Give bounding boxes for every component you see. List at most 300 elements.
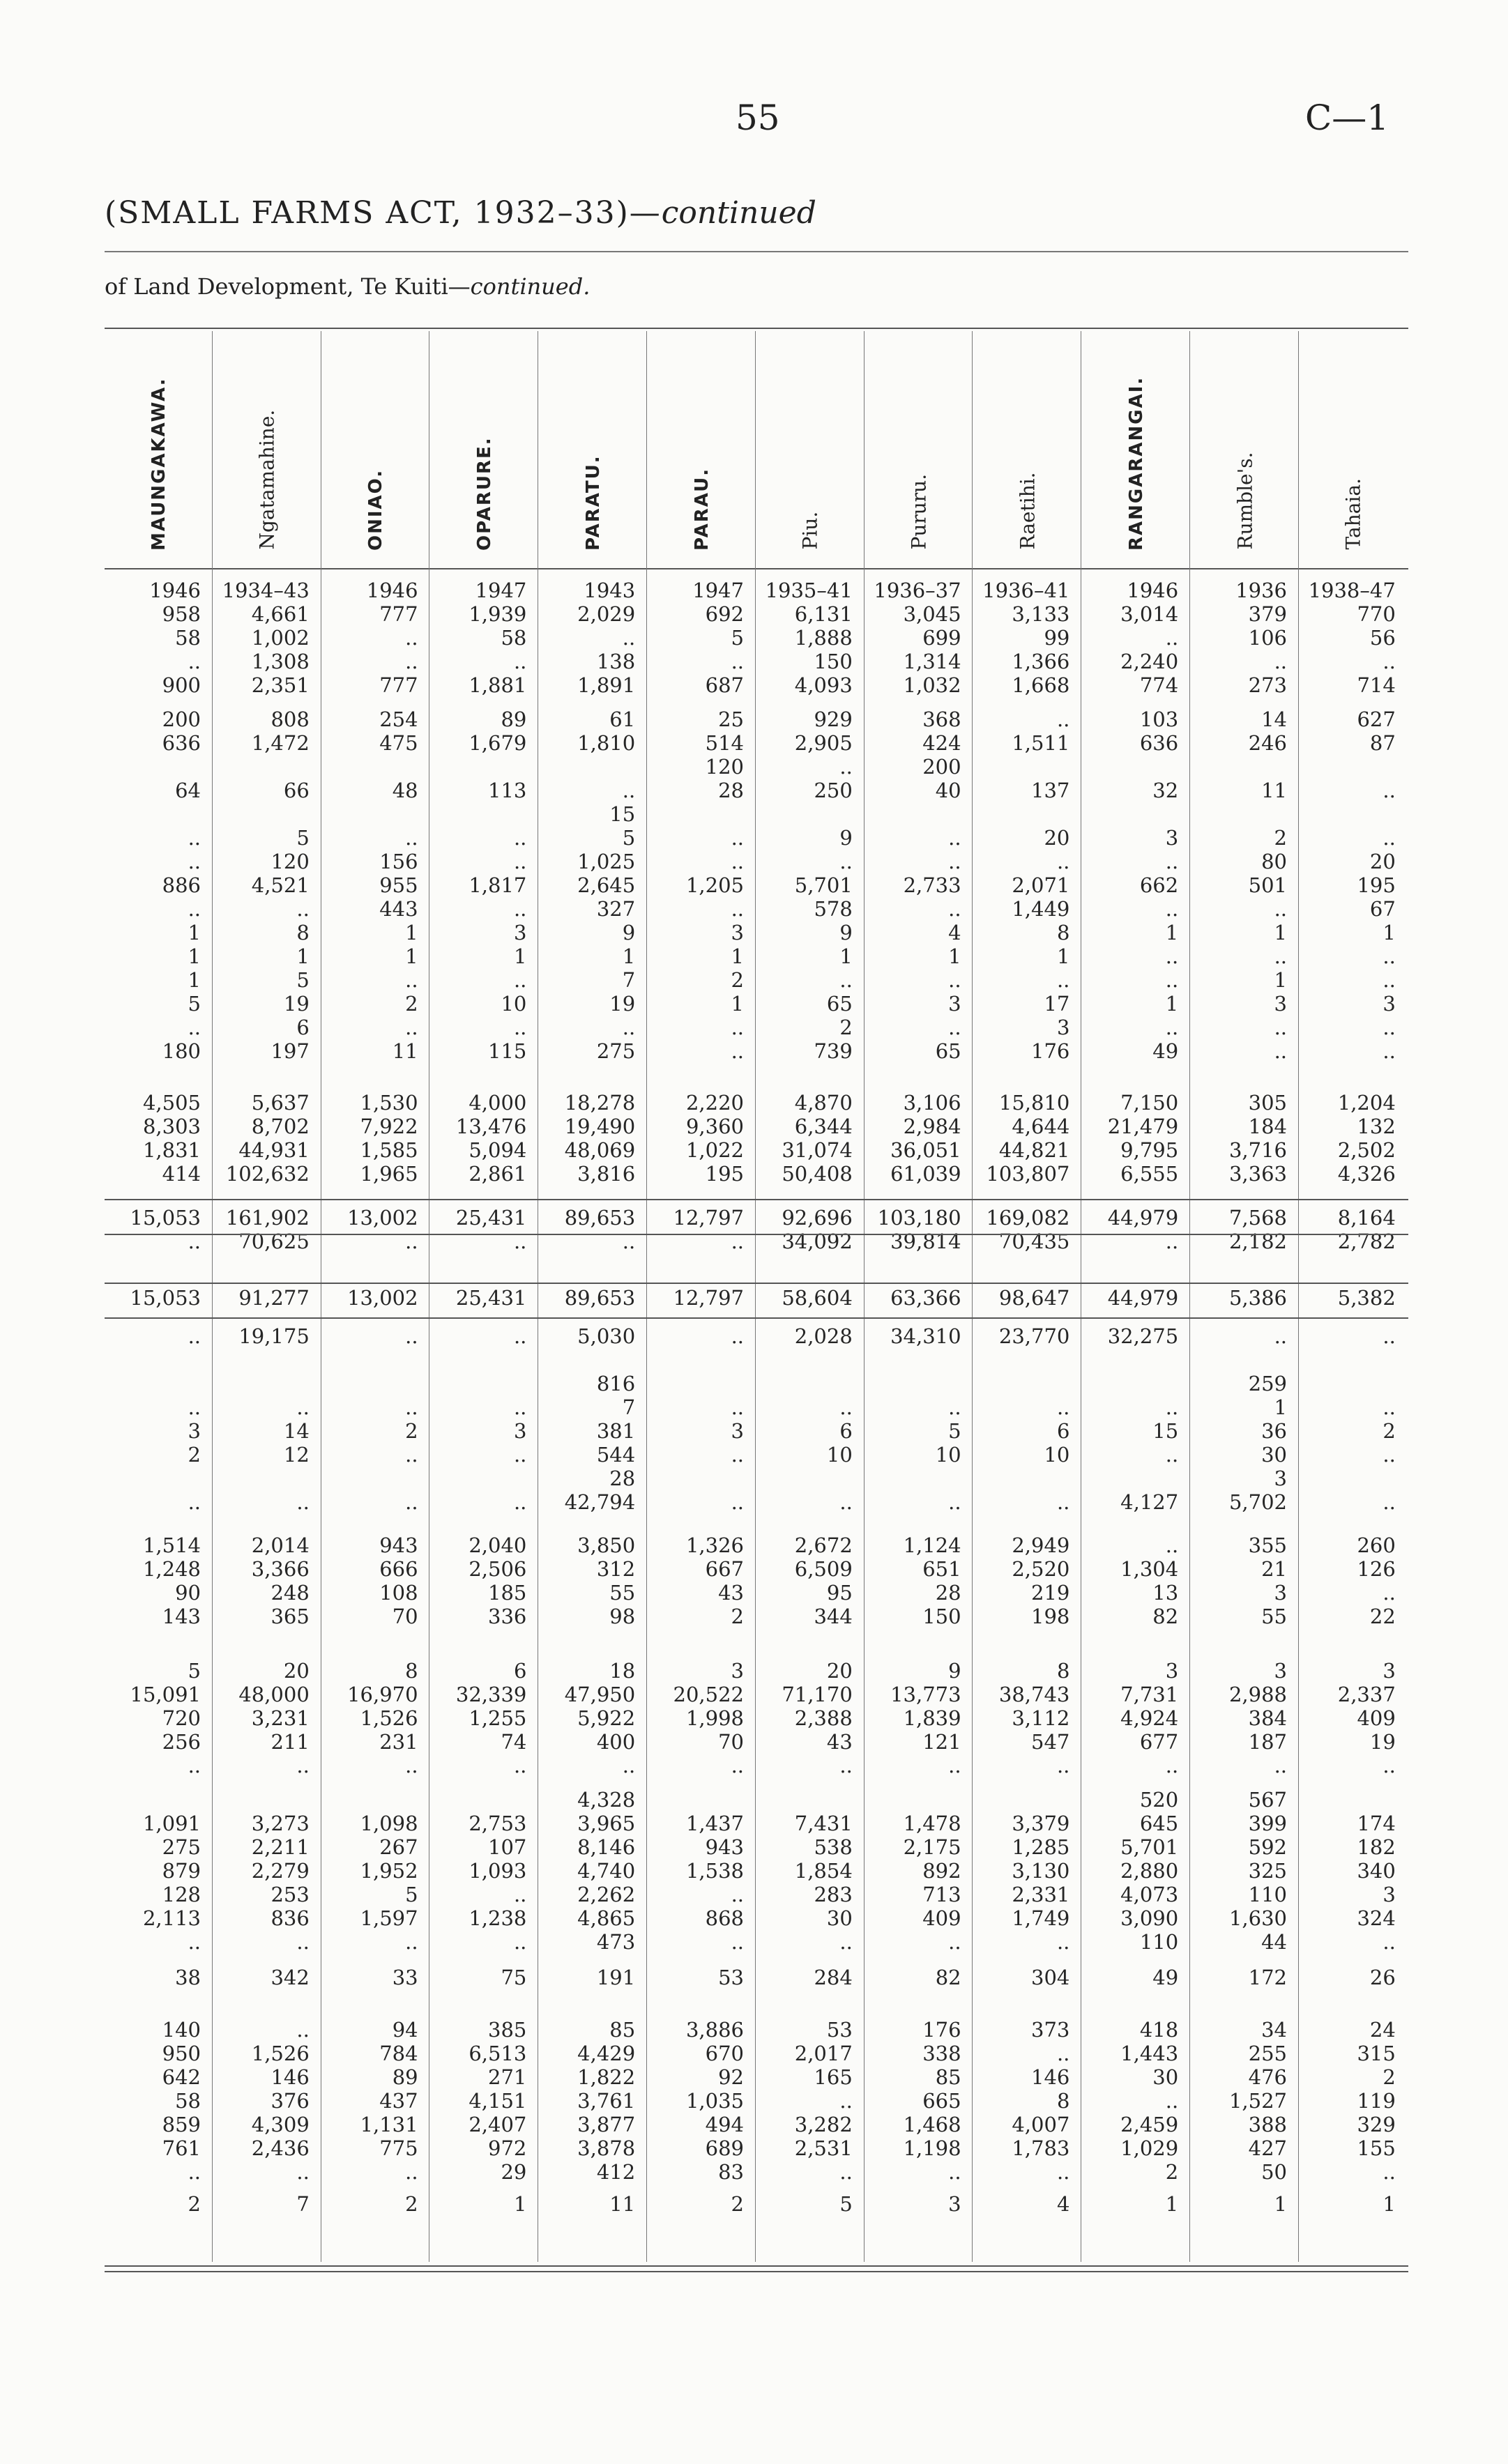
subtitle-continued: continued. xyxy=(470,273,591,300)
table-cell: 20 xyxy=(283,1659,310,1683)
table-cell: 198 xyxy=(1031,1605,1070,1628)
page-number: 55 xyxy=(736,98,780,138)
table-cell: 1 xyxy=(1274,2192,1287,2216)
table-cell: 65 xyxy=(826,992,853,1016)
table-cell: 273 xyxy=(1248,673,1287,697)
table-row xyxy=(105,1467,1408,1490)
table-cell: .. xyxy=(1383,1930,1396,1954)
table-cell: 3 xyxy=(1056,1016,1070,1039)
table-cell: 102,632 xyxy=(225,1162,310,1186)
table-cell: 44,821 xyxy=(998,1138,1070,1162)
column-header xyxy=(758,352,863,561)
table-cell: .. xyxy=(188,1754,201,1777)
table-cell: .. xyxy=(1383,1324,1396,1348)
table-row xyxy=(105,2192,1408,2216)
table-cell: 1,888 xyxy=(794,626,853,650)
table-cell: .. xyxy=(731,1395,744,1419)
table-row xyxy=(105,1966,1408,1989)
table-cell: 3,130 xyxy=(1012,1859,1070,1883)
table-cell: 2,459 xyxy=(1120,2113,1179,2136)
totals-rule xyxy=(105,1234,1408,1235)
table-cell: .. xyxy=(405,1230,418,1253)
table-cell: 267 xyxy=(379,1835,418,1859)
table-row-group xyxy=(105,1091,1408,1186)
table-cell: 5,702 xyxy=(1228,1490,1287,1514)
table-cell: .. xyxy=(1383,1581,1396,1605)
column-header xyxy=(540,352,646,561)
table-cell: 8 xyxy=(1056,2089,1070,2113)
table-cell: 4,661 xyxy=(251,602,310,626)
table-cell: 381 xyxy=(596,1419,636,1443)
table-cell: 4,151 xyxy=(469,2089,527,2113)
table-row xyxy=(105,1206,1408,1230)
table-cell: 6,131 xyxy=(794,602,853,626)
table-cell: .. xyxy=(948,2160,961,2184)
table-cell: 1,308 xyxy=(251,650,310,673)
table-row xyxy=(105,826,1408,850)
table-cell: 2 xyxy=(405,1419,418,1443)
table-cell: .. xyxy=(731,1443,744,1467)
table-cell: 248 xyxy=(271,1581,310,1605)
table-cell: 1,526 xyxy=(360,1706,418,1730)
table-row xyxy=(105,897,1408,921)
header-top-rule xyxy=(105,328,1408,329)
table-cell: 1,526 xyxy=(251,2042,310,2065)
table-row xyxy=(105,1859,1408,1883)
table-cell: 3,965 xyxy=(577,1812,636,1835)
table-cell: 42,794 xyxy=(564,1490,636,1514)
table-cell: 9,795 xyxy=(1120,1138,1179,1162)
table-cell: 185 xyxy=(488,1581,527,1605)
table-cell: 17 xyxy=(1044,992,1070,1016)
table-cell: 699 xyxy=(922,626,961,650)
table-cell: 7,922 xyxy=(360,1115,418,1138)
table-cell: 567 xyxy=(1248,1788,1287,1812)
table-cell: 578 xyxy=(814,897,853,921)
table-cell: 13,476 xyxy=(455,1115,527,1138)
table-cell: .. xyxy=(513,968,527,992)
table-cell: 4,127 xyxy=(1120,1490,1179,1514)
table-cell: 2 xyxy=(731,2192,744,2216)
table-cell: 544 xyxy=(596,1443,636,1467)
column-header-label: Piu. xyxy=(798,511,822,550)
table-cell: .. xyxy=(405,650,418,673)
table-cell: 325 xyxy=(1248,1859,1287,1883)
table-cell: 108 xyxy=(379,1581,418,1605)
table-cell: 5,637 xyxy=(251,1091,310,1115)
table-cell: 8 xyxy=(296,921,310,944)
table-cell: 667 xyxy=(705,1557,744,1581)
table-cell: 271 xyxy=(488,2065,527,2089)
table-cell: 9,360 xyxy=(685,1115,744,1138)
table-cell: .. xyxy=(513,1016,527,1039)
table-cell: .. xyxy=(188,897,201,921)
column-header xyxy=(1192,352,1297,561)
table-cell: .. xyxy=(188,1930,201,1954)
table-cell: 161,902 xyxy=(225,1206,310,1230)
table-cell: 1,025 xyxy=(577,850,636,873)
table-cell: 315 xyxy=(1357,2042,1396,2065)
table-cell: 494 xyxy=(705,2113,744,2136)
table-row xyxy=(105,1372,1408,1395)
table-cell: 642 xyxy=(162,2065,201,2089)
table-cell: 2,211 xyxy=(251,1835,310,1859)
table-row xyxy=(105,1930,1408,1954)
table-cell: .. xyxy=(188,2160,201,2184)
table-cell: 4,093 xyxy=(794,673,853,697)
table-cell: .. xyxy=(731,1324,744,1348)
table-cell: 31,074 xyxy=(782,1138,853,1162)
table-cell: 412 xyxy=(596,2160,636,2184)
table-cell: .. xyxy=(1274,650,1287,673)
table-cell: 6,513 xyxy=(469,2042,527,2065)
table-cell: 259 xyxy=(1248,1372,1287,1395)
table-cell: 8,164 xyxy=(1337,1206,1396,1230)
table-cell: 338 xyxy=(922,2042,961,2065)
table-cell: 58 xyxy=(175,626,201,650)
table-cell: .. xyxy=(731,826,744,850)
table-cell: 6,344 xyxy=(794,1115,853,1138)
section-rule xyxy=(105,1199,1408,1200)
table-cell: .. xyxy=(622,1230,636,1253)
table-cell: 3,877 xyxy=(577,2113,636,2136)
table-cell: 547 xyxy=(1031,1730,1070,1754)
table-row xyxy=(105,1683,1408,1706)
table-cell: 13,002 xyxy=(347,1206,418,1230)
title-divider xyxy=(105,251,1408,252)
table-cell: 3,014 xyxy=(1120,602,1179,626)
table-cell: 98,647 xyxy=(998,1286,1070,1310)
table-cell: 1935–41 xyxy=(765,579,853,602)
table-cell: 3 xyxy=(1165,826,1179,850)
table-row xyxy=(105,1348,1408,1372)
table-cell: 13,773 xyxy=(890,1683,961,1706)
table-cell: 146 xyxy=(271,2065,310,2089)
table-cell: 28 xyxy=(935,1581,961,1605)
table-cell: 3 xyxy=(948,2192,961,2216)
table-cell: 7,568 xyxy=(1228,1206,1287,1230)
table-cell: 1,514 xyxy=(142,1533,201,1557)
table-cell: 2,407 xyxy=(469,2113,527,2136)
table-cell: 155 xyxy=(1357,2136,1396,2160)
table-row xyxy=(105,873,1408,897)
column-header xyxy=(649,352,754,561)
table-row xyxy=(105,579,1408,602)
table-cell: 775 xyxy=(379,2136,418,2160)
table-cell: 1 xyxy=(731,944,744,968)
table-cell: 12,797 xyxy=(673,1286,744,1310)
table-cell: 3,761 xyxy=(577,2089,636,2113)
table-cell: 6 xyxy=(1056,1419,1070,1443)
table-cell: 324 xyxy=(1357,1906,1396,1930)
table-row xyxy=(105,1788,1408,1812)
table-cell: 2,502 xyxy=(1337,1138,1396,1162)
table-row-group xyxy=(105,1324,1408,1514)
table-cell: 113 xyxy=(488,779,527,802)
table-cell: 1,366 xyxy=(1012,650,1070,673)
table-cell: 2,733 xyxy=(903,873,961,897)
table-cell: 66 xyxy=(283,779,310,802)
table-cell: 4,521 xyxy=(251,873,310,897)
table-cell: 520 xyxy=(1139,1788,1179,1812)
table-cell: .. xyxy=(513,1883,527,1906)
table-cell: .. xyxy=(1165,626,1179,650)
table-cell: .. xyxy=(296,1395,310,1419)
table-cell: 110 xyxy=(1248,1883,1287,1906)
table-cell: 20,522 xyxy=(673,1683,744,1706)
table-cell: 2 xyxy=(1383,2065,1396,2089)
table-cell: .. xyxy=(1165,1754,1179,1777)
section-rule xyxy=(105,1317,1408,1319)
table-cell: .. xyxy=(296,897,310,921)
table-cell: 18,278 xyxy=(564,1091,636,1115)
table-cell: .. xyxy=(622,1754,636,1777)
table-cell: 2,220 xyxy=(685,1091,744,1115)
table-cell: .. xyxy=(405,1324,418,1348)
table-cell: 774 xyxy=(1139,673,1179,697)
table-cell: 2,645 xyxy=(577,873,636,897)
table-row xyxy=(105,1091,1408,1115)
table-cell: .. xyxy=(405,626,418,650)
table-cell: 1,204 xyxy=(1337,1091,1396,1115)
table-cell: 3,816 xyxy=(577,1162,636,1186)
table-cell: 3 xyxy=(1383,1659,1396,1683)
table-cell: 150 xyxy=(814,650,853,673)
table-cell: 107 xyxy=(488,1835,527,1859)
table-cell: 25 xyxy=(718,707,744,731)
table-cell: .. xyxy=(405,826,418,850)
table-cell: 501 xyxy=(1248,873,1287,897)
table-cell: 29 xyxy=(501,2160,527,2184)
table-row xyxy=(105,802,1408,826)
table-cell: 2,861 xyxy=(469,1162,527,1186)
table-cell: 304 xyxy=(1031,1966,1070,1989)
table-cell: 91,277 xyxy=(238,1286,310,1310)
table-cell: 368 xyxy=(922,707,961,731)
table-cell: 146 xyxy=(1031,2065,1070,2089)
table-cell: 15 xyxy=(609,802,636,826)
table-row xyxy=(105,2042,1408,2065)
table-row xyxy=(105,779,1408,802)
table-cell: 5 xyxy=(188,1659,201,1683)
table-cell: 2,672 xyxy=(794,1533,853,1557)
table-row xyxy=(105,1581,1408,1605)
table-cell: 50 xyxy=(1261,2160,1287,2184)
table-cell: 770 xyxy=(1357,602,1396,626)
table-cell: 1,198 xyxy=(903,2136,961,2160)
table-cell: 2,014 xyxy=(251,1533,310,1557)
table-cell: 943 xyxy=(705,1835,744,1859)
table-cell: 409 xyxy=(1357,1706,1396,1730)
table-cell: 25,431 xyxy=(455,1206,527,1230)
table-cell: 2,279 xyxy=(251,1859,310,1883)
table-row xyxy=(105,2065,1408,2089)
table-cell: .. xyxy=(1056,707,1070,731)
table-cell: 2,040 xyxy=(469,1533,527,1557)
table-cell: 36,051 xyxy=(890,1138,961,1162)
table-row xyxy=(105,1557,1408,1581)
table-cell: 1,854 xyxy=(794,1859,853,1883)
table-cell: 82 xyxy=(935,1966,961,1989)
column-header-label: RANGARANGAI. xyxy=(1125,376,1147,551)
table-cell: 1 xyxy=(1165,921,1179,944)
table-cell: 476 xyxy=(1248,2065,1287,2089)
table-cell: 260 xyxy=(1357,1533,1396,1557)
table-cell: .. xyxy=(1165,968,1179,992)
table-cell: .. xyxy=(296,1930,310,1954)
table-row xyxy=(105,1419,1408,1443)
table-cell: .. xyxy=(188,850,201,873)
table-cell: 128 xyxy=(162,1883,201,1906)
table-cell: .. xyxy=(1165,1395,1179,1419)
table-cell: 137 xyxy=(1031,779,1070,802)
table-cell: 150 xyxy=(922,1605,961,1628)
table-cell: .. xyxy=(513,1490,527,1514)
table-cell: 2,531 xyxy=(794,2136,853,2160)
table-cell: 63,366 xyxy=(890,1286,961,1310)
table-cell: 1,468 xyxy=(903,2113,961,2136)
table-cell: 342 xyxy=(271,1966,310,1989)
table-cell: 1,668 xyxy=(1012,673,1070,697)
table-row xyxy=(105,626,1408,650)
table-cell: 3 xyxy=(1274,1659,1287,1683)
table-cell: 5 xyxy=(839,2192,853,2216)
table-cell: 4,000 xyxy=(469,1091,527,1115)
table-cell: 9 xyxy=(948,1659,961,1683)
table-cell: 15 xyxy=(1152,1419,1179,1443)
table-cell: 58 xyxy=(175,2089,201,2113)
table-cell: 126 xyxy=(1357,1557,1396,1581)
table-cell: 283 xyxy=(814,1883,853,1906)
table-cell: .. xyxy=(731,1039,744,1063)
table-cell: 1,527 xyxy=(1228,2089,1287,2113)
table-cell: 103,807 xyxy=(986,1162,1070,1186)
table-cell: 777 xyxy=(379,673,418,697)
table-cell: .. xyxy=(405,2160,418,2184)
table-cell: 943 xyxy=(379,1533,418,1557)
table-cell: 15,053 xyxy=(130,1286,201,1310)
table-cell: 4,870 xyxy=(794,1091,853,1115)
table-cell: 972 xyxy=(488,2136,527,2160)
table-cell: 219 xyxy=(1031,1581,1070,1605)
column-header xyxy=(867,352,972,561)
table-cell: 3 xyxy=(948,992,961,1016)
table-row xyxy=(105,1395,1408,1419)
table-cell: 11 xyxy=(609,2192,636,2216)
table-cell: .. xyxy=(1165,1230,1179,1253)
table-row xyxy=(105,731,1408,755)
table-cell: 3,379 xyxy=(1012,1812,1070,1835)
table-cell: 120 xyxy=(271,850,310,873)
table-cell: .. xyxy=(839,2160,853,2184)
table-cell: 2,029 xyxy=(577,602,636,626)
table-cell: 5 xyxy=(296,826,310,850)
table-cell: .. xyxy=(622,626,636,650)
table-cell: 418 xyxy=(1139,2018,1179,2042)
table-cell: 1,022 xyxy=(685,1138,744,1162)
table-cell: 25,431 xyxy=(455,1286,527,1310)
table-cell: 2 xyxy=(1274,826,1287,850)
table-cell: 5,701 xyxy=(1120,1835,1179,1859)
table-cell: .. xyxy=(839,1930,853,1954)
table-cell: 886 xyxy=(162,873,201,897)
table-cell: 1 xyxy=(188,968,201,992)
table-cell: .. xyxy=(731,897,744,921)
table-cell: 1946 xyxy=(149,579,201,602)
table-cell: 119 xyxy=(1357,2089,1396,2113)
table-cell: 197 xyxy=(271,1039,310,1063)
table-cell: .. xyxy=(1383,944,1396,968)
table-cell: 2,113 xyxy=(142,1906,201,1930)
table-cell: .. xyxy=(731,650,744,673)
table-cell: .. xyxy=(731,1883,744,1906)
table-cell: 53 xyxy=(826,2018,853,2042)
table-cell: .. xyxy=(405,1930,418,1954)
table-cell: 275 xyxy=(162,1835,201,1859)
table-cell: 82 xyxy=(1152,1605,1179,1628)
table-cell: 44,979 xyxy=(1107,1206,1179,1230)
table-cell: 38 xyxy=(175,1966,201,1989)
table-cell: 1,478 xyxy=(903,1812,961,1835)
table-cell: 172 xyxy=(1248,1966,1287,1989)
table-cell: 2,240 xyxy=(1120,650,1179,673)
column-header-label: Tahaia. xyxy=(1341,478,1365,550)
table-cell: 958 xyxy=(162,602,201,626)
table-cell: 344 xyxy=(814,1605,853,1628)
table-cell: 7 xyxy=(622,968,636,992)
table-row xyxy=(105,1906,1408,1930)
table-cell: 1 xyxy=(1165,2192,1179,2216)
table-cell: 677 xyxy=(1139,1730,1179,1754)
table-cell: 4,073 xyxy=(1120,1883,1179,1906)
table-cell: 8,146 xyxy=(577,1835,636,1859)
table-cell: 1,091 xyxy=(142,1812,201,1835)
table-cell: 6,509 xyxy=(794,1557,853,1581)
table-cell: 2,782 xyxy=(1337,1230,1396,1253)
table-row-group xyxy=(105,579,1408,697)
table-cell: 900 xyxy=(162,673,201,697)
table-cell: 2,175 xyxy=(903,1835,961,1859)
table-cell: 473 xyxy=(596,1930,636,1954)
table-cell: 7,431 xyxy=(794,1812,853,1835)
table-cell: 1,511 xyxy=(1012,731,1070,755)
table-cell: .. xyxy=(1056,1930,1070,1954)
table-cell: 110 xyxy=(1139,1930,1179,1954)
table-cell: 70 xyxy=(718,1730,744,1754)
table-cell: 180 xyxy=(162,1039,201,1063)
table-cell: 5,094 xyxy=(469,1138,527,1162)
table-cell: 30 xyxy=(826,1906,853,1930)
page-title xyxy=(105,195,816,231)
table-cell: 1946 xyxy=(366,579,418,602)
table-cell: .. xyxy=(188,1016,201,1039)
table-cell: .. xyxy=(1165,850,1179,873)
table-cell: 1946 xyxy=(1127,579,1179,602)
table-cell: 1,881 xyxy=(469,673,527,697)
column-header xyxy=(432,352,537,561)
table-cell: 5,030 xyxy=(577,1324,636,1348)
table-cell: 1 xyxy=(948,944,961,968)
table-cell: 32,275 xyxy=(1107,1324,1179,1348)
table-row xyxy=(105,2018,1408,2042)
table-cell: 65 xyxy=(935,1039,961,1063)
table-cell: 5 xyxy=(622,826,636,850)
table-cell: 2 xyxy=(1165,2160,1179,2184)
table-cell: 424 xyxy=(922,731,961,755)
table-cell: 670 xyxy=(705,2042,744,2065)
table-cell: 23,770 xyxy=(998,1324,1070,1348)
table-cell: 20 xyxy=(826,1659,853,1683)
